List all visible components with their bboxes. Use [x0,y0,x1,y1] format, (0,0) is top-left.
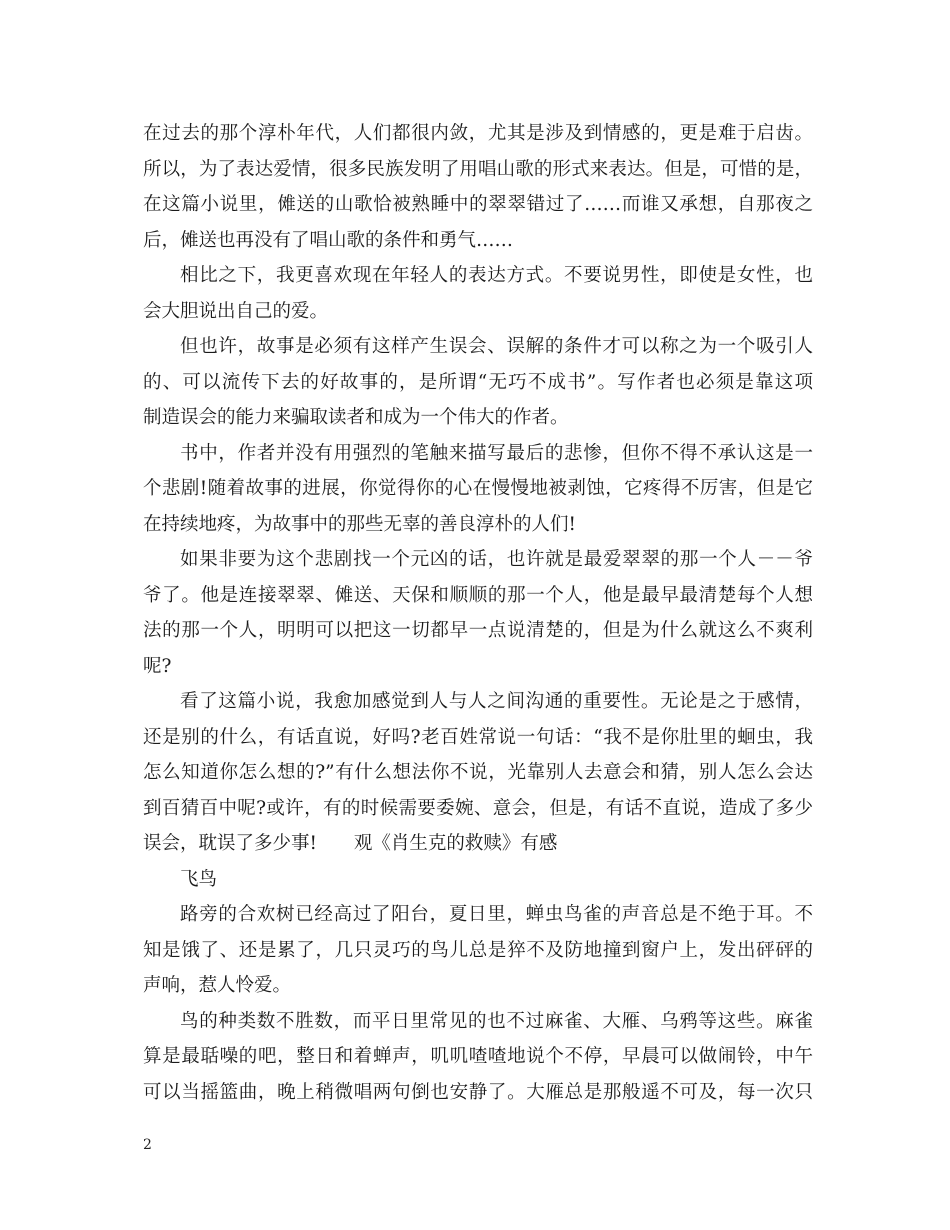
document-body [143,116,813,1110]
text-line: 可以当摇篮曲，晚上稍微唱两句倒也安静了。大雁总是那般遥不可及，每一次只 [143,1081,813,1103]
text-line: 在过去的那个淳朴年代，人们都很内敛，尤其是涉及到情感的，更是难于启齿。 [143,123,813,144]
text-line: 路旁的合欢树已经高过了阳台，夏日里，蝉虫鸟雀的声音总是不绝于耳。不 [180,904,813,925]
text-line: 爷了。他是连接翠翠、傩送、天保和顺顺的那一个人，他是最早最清楚每个人想 [143,584,813,606]
text-line: 在这篇小说里，傩送的山歌恰被熟睡中的翠翠错过了……而谁又承想，自那夜之 [143,194,813,215]
text-line: 鸟的种类数不胜数，而平日里常见的也不过麻雀、大雁、乌鸦等这些。麻雀 [180,1010,813,1032]
text-line: 在持续地疼，为故事中的那些无辜的善良淳朴的人们! [143,513,576,535]
text-line: 误会，耽误了多少事! 观《肖生克的救赎》有感 [143,833,558,854]
text-line: 书中，作者并没有用强烈的笔触来描写最后的悲惨，但你不得不承认这是一 [180,442,813,464]
text-line: 的、可以流传下去的好故事的，是所谓“无巧不成书”。写作者也必须是靠这项 [143,371,813,393]
text-line: 知是饿了、还是累了，几只灵巧的鸟儿总是猝不及防地撞到窗户上，发出砰砰的 [143,939,813,961]
text-line: 会大胆说出自己的爱。 [143,300,329,322]
text-line: 法的那一个人，明明可以把这一切都早一点说清楚的，但是为什么就这么不爽利 [143,620,813,641]
text-line: 看了这篇小说，我愈加感觉到人与人之间沟通的重要性。无论是之于感情， [180,691,813,712]
text-line: 飞鸟 [180,868,218,890]
text-line: 声响，惹人怜爱。 [143,975,292,996]
text-line: 相比之下，我更喜欢现在年轻人的表达方式。不要说男性，即使是女性，也 [180,265,813,286]
text-line: 怎么知道你怎么想的?”有什么想法你不说，光靠别人去意会和猜，别人怎么会达 [143,762,813,783]
text-line: 如果非要为这个悲剧找一个元凶的话，也许就是最爱翠翠的那一个人－－爷 [180,549,813,570]
text-line: 个悲剧!随着故事的进展，你觉得你的心在慢慢地被剥蚀，它疼得不厉害，但是它 [143,478,814,499]
text-line: 制造误会的能力来骗取读者和成为一个伟大的作者。 [143,407,569,428]
text-line: 但也许，故事是必须有这样产生误会、误解的条件才可以称之为一个吸引人 [180,336,813,357]
page-number: 2 [143,1137,152,1153]
text-line: 还是别的什么，有话直说，好吗?老百姓常说一句话：“我不是你肚里的蛔虫，我 [143,726,813,748]
text-line: 到百猜百中呢?或许，有的时候需要委婉、意会，但是，有话不直说，造成了多少 [143,797,813,819]
text-line: 算是最聒噪的吧，整日和着蝉声，叽叽喳喳地说个不停，早晨可以做闹铃，中午 [143,1046,813,1067]
text-line: 后，傩送也再没有了唱山歌的条件和勇气…… [143,229,514,251]
text-line: 所以，为了表达爱情，很多民族发明了用唱山歌的形式来表达。但是，可惜的是， [143,158,813,180]
text-line: 呢? [143,655,172,677]
